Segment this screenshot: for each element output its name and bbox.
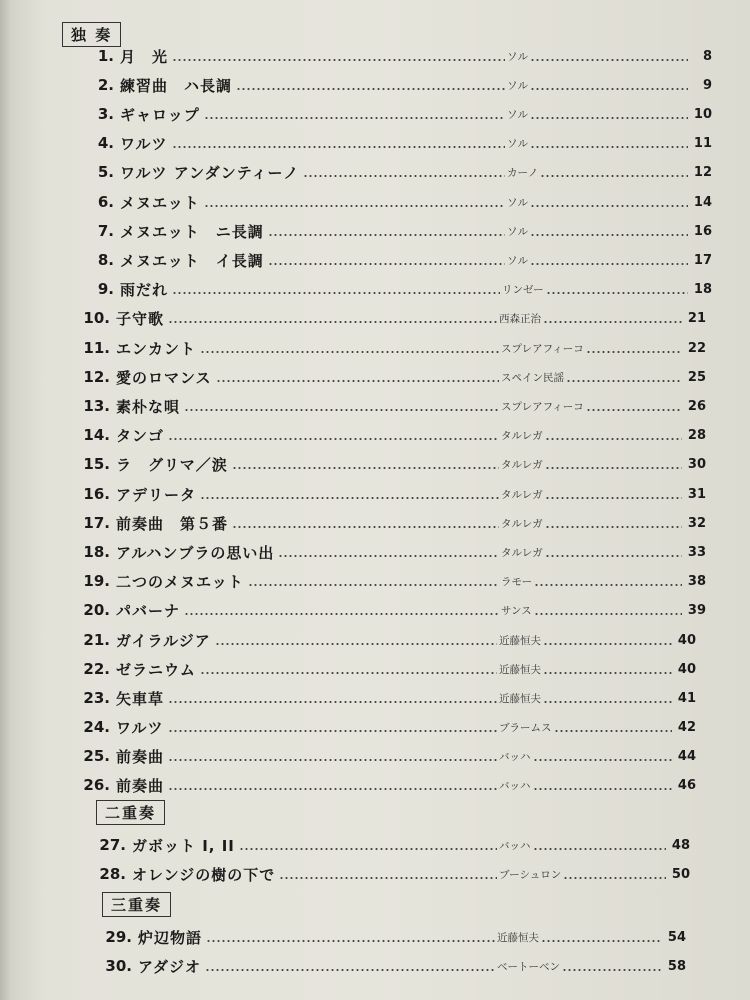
leader-dots (546, 292, 688, 294)
entry-title: 前奏曲 (116, 776, 165, 795)
entry-composer: タルレガ (501, 429, 543, 442)
entry-title: アデリータ (116, 485, 197, 504)
entry-title: オレンジの樹の下で (132, 865, 276, 884)
leader-dots (545, 555, 682, 557)
entry-title: 愛のロマンス (116, 368, 212, 387)
leader-dots (168, 438, 499, 440)
leader-dots (533, 848, 667, 850)
entry-composer: ソル (507, 137, 528, 150)
leader-dots (239, 848, 497, 850)
entry-title: ギャロップ (120, 105, 200, 124)
entry-title: 二つのメヌエット (116, 572, 244, 591)
leader-dots (268, 263, 505, 265)
entry-composer: ソル (507, 79, 528, 92)
toc-entry (70, 277, 712, 301)
leader-dots (184, 409, 499, 411)
entry-page-number: 31 (687, 486, 706, 502)
entry-page-number: 22 (687, 340, 706, 356)
entry-number: 3. (97, 105, 114, 123)
entry-number: 22. (83, 660, 110, 678)
leader-dots (545, 526, 682, 528)
entry-composer: 近藤恒夫 (497, 931, 539, 944)
entry-page-number: 11 (693, 135, 712, 151)
entry-number: 19. (83, 572, 110, 590)
entry-number: 28. (99, 865, 126, 883)
entry-page-number: 18 (693, 281, 712, 297)
leader-dots (200, 351, 499, 353)
leader-dots (566, 380, 682, 382)
entry-title: ゼラニウム (116, 660, 196, 679)
entry-page-number: 10 (693, 106, 712, 122)
leader-dots (530, 205, 688, 207)
entry-number: 10. (83, 309, 110, 327)
toc-entry (66, 394, 706, 418)
leader-dots (168, 759, 497, 761)
entry-page-number: 41 (677, 690, 696, 706)
entry-composer: ソル (507, 108, 528, 121)
entry-composer: サンス (501, 604, 532, 617)
leader-dots (534, 584, 682, 586)
entry-page-number: 42 (677, 719, 696, 735)
leader-dots (172, 146, 505, 148)
leader-dots (543, 701, 672, 703)
leader-dots (543, 672, 672, 674)
entry-number: 15. (83, 455, 110, 473)
entry-composer: 近藤恒夫 (499, 692, 541, 705)
leader-dots (530, 263, 688, 265)
entry-number: 8. (97, 251, 114, 269)
entry-number: 2. (97, 76, 114, 94)
entry-title: 矢車草 (116, 689, 165, 708)
entry-title: 前奏曲 (116, 747, 165, 766)
entry-title: 子守歌 (116, 309, 165, 328)
leader-dots (541, 940, 662, 942)
leader-dots (303, 175, 505, 177)
leader-dots (168, 788, 497, 790)
entry-number: 16. (83, 485, 110, 503)
leader-dots (204, 205, 505, 207)
leader-dots (168, 701, 497, 703)
entry-composer: ソル (507, 50, 528, 63)
toc-entry (66, 540, 706, 564)
toc-entry (66, 598, 706, 622)
entry-title: ラ グリマ／涙 (116, 455, 228, 474)
section-duet-heading: 二重奏 (96, 800, 165, 825)
leader-dots (545, 497, 682, 499)
entry-composer: ベートーベン (497, 960, 560, 973)
toc-entry (82, 833, 690, 857)
entry-title: アダジオ (138, 957, 201, 976)
entry-composer: ブーシュロン (499, 868, 562, 881)
toc-entry (66, 365, 706, 389)
entry-number: 27. (99, 836, 126, 854)
leader-dots (205, 969, 495, 971)
toc-entry (70, 190, 712, 214)
entry-number: 5. (97, 163, 114, 181)
toc-entry (66, 511, 706, 535)
toc-entry (66, 628, 696, 652)
entry-title: 前奏曲 第５番 (116, 514, 229, 533)
entry-composer: リンゼー (502, 283, 544, 296)
leader-dots (530, 146, 688, 148)
toc-entry (66, 657, 696, 681)
entry-composer: ブラームス (499, 721, 552, 734)
entry-title: ワルツ アンダンティーノ (120, 163, 300, 182)
toc-entry (88, 925, 686, 949)
entry-page-number: 44 (677, 748, 696, 764)
toc-entry (82, 862, 690, 886)
toc-entry (70, 102, 712, 126)
entry-number: 26. (83, 776, 110, 794)
entry-page-number: 16 (693, 223, 712, 239)
entry-title: メヌエット (120, 193, 200, 212)
entry-composer: スペイン民謡 (501, 371, 564, 384)
entry-composer: ソル (507, 225, 528, 238)
entry-page-number: 26 (687, 398, 706, 414)
leader-dots (554, 730, 673, 732)
entry-composer: スプレアフィーコ (501, 342, 584, 355)
entry-composer: バッハ (499, 750, 531, 763)
entry-number: 20. (83, 601, 110, 619)
toc-entry (66, 306, 706, 330)
entry-page-number: 50 (671, 866, 690, 882)
entry-number: 18. (83, 543, 110, 561)
leader-dots (530, 59, 688, 61)
entry-number: 4. (97, 134, 114, 152)
leader-dots (586, 409, 682, 411)
leader-dots (204, 117, 505, 119)
entry-composer: 近藤恒夫 (499, 663, 541, 676)
entry-page-number: 25 (687, 369, 706, 385)
entry-page-number: 14 (693, 194, 712, 210)
entry-composer: バッハ (499, 839, 531, 852)
entry-title: メヌエット ニ長調 (120, 222, 264, 241)
toc-entry (66, 686, 696, 710)
leader-dots (530, 88, 688, 90)
entry-number: 21. (83, 631, 110, 649)
leader-dots (543, 643, 672, 645)
entry-number: 6. (97, 193, 114, 211)
entry-page-number: 28 (687, 427, 706, 443)
toc-entry (66, 423, 706, 447)
toc-entry (70, 44, 712, 68)
entry-page-number: 40 (677, 661, 696, 677)
entry-page-number: 30 (687, 456, 706, 472)
leader-dots (543, 321, 682, 323)
leader-dots (563, 877, 666, 879)
entry-composer: カーノ (507, 166, 539, 179)
toc-entry (66, 569, 706, 593)
leader-dots (215, 643, 497, 645)
section-solo-heading: 独 奏 (62, 22, 121, 47)
entry-page-number: 12 (693, 164, 712, 180)
entry-number: 24. (83, 718, 110, 736)
leader-dots (216, 380, 499, 382)
entry-composer: タルレガ (501, 488, 543, 501)
entry-title: 炉辺物語 (138, 928, 203, 947)
entry-title: 練習曲 ハ長調 (120, 76, 233, 95)
toc-entry (70, 219, 712, 243)
leader-dots (533, 759, 673, 761)
toc-entry (70, 131, 712, 155)
entry-page-number: 32 (687, 515, 706, 531)
entry-page-number: 46 (677, 777, 696, 793)
leader-dots (586, 351, 682, 353)
entry-number: 7. (97, 222, 114, 240)
entry-number: 29. (105, 928, 132, 946)
toc-entry (66, 336, 706, 360)
entry-title: ガイラルジア (116, 631, 211, 650)
entry-page-number: 8 (702, 48, 712, 64)
entry-number: 12. (83, 368, 110, 386)
leader-dots (206, 940, 495, 942)
entry-page-number: 21 (687, 310, 706, 326)
entry-page-number: 38 (687, 573, 706, 589)
entry-title: 月 光 (120, 47, 169, 66)
entry-composer: タルレガ (501, 517, 543, 530)
entry-number: 13. (83, 397, 110, 415)
entry-composer: バッハ (499, 779, 531, 792)
toc-entry (66, 715, 696, 739)
toc-entry (70, 248, 712, 272)
toc-entry (88, 954, 686, 978)
entry-composer: ソル (507, 196, 528, 209)
leader-dots (540, 175, 688, 177)
leader-dots (232, 526, 499, 528)
entry-number: 14. (83, 426, 110, 444)
leader-dots (562, 969, 662, 971)
entry-composer: タルレガ (501, 546, 543, 559)
leader-dots (533, 788, 673, 790)
entry-composer: ラモー (501, 575, 533, 588)
entry-page-number: 17 (693, 252, 712, 268)
leader-dots (545, 467, 682, 469)
leader-dots (268, 234, 505, 236)
entry-page-number: 9 (702, 77, 712, 93)
entry-number: 9. (97, 280, 114, 298)
toc-entry (70, 160, 712, 184)
leader-dots (232, 467, 499, 469)
leader-dots (534, 613, 682, 615)
leader-dots (172, 292, 500, 294)
entry-composer: タルレガ (501, 458, 543, 471)
leader-dots (168, 730, 497, 732)
leader-dots (168, 321, 497, 323)
entry-number: 17. (83, 514, 110, 532)
entry-title: ワルツ (116, 718, 164, 737)
entry-title: メヌエット イ長調 (120, 251, 264, 270)
section-trio-heading: 三重奏 (102, 892, 171, 917)
entry-title: アルハンブラの思い出 (116, 543, 275, 562)
leader-dots (278, 555, 499, 557)
leader-dots (248, 584, 499, 586)
toc-entry (66, 482, 706, 506)
entry-composer: スプレアフィーコ (501, 400, 584, 413)
entry-number: 11. (83, 339, 110, 357)
leader-dots (200, 672, 497, 674)
entry-title: タンゴ (116, 426, 165, 445)
leader-dots (200, 497, 499, 499)
entry-composer: 近藤恒夫 (499, 634, 541, 647)
entry-title: ガボット I, II (132, 836, 235, 855)
entry-page-number: 33 (687, 544, 706, 560)
entry-number: 23. (83, 689, 110, 707)
leader-dots (545, 438, 682, 440)
entry-page-number: 39 (687, 602, 706, 618)
entry-number: 30. (105, 957, 132, 975)
leader-dots (530, 234, 688, 236)
toc-entry (66, 744, 696, 768)
leader-dots (236, 88, 505, 90)
entry-composer: 西森正治 (499, 312, 541, 325)
entry-title: ワルツ (120, 134, 168, 153)
entry-number: 25. (83, 747, 110, 765)
entry-page-number: 40 (677, 632, 696, 648)
entry-page-number: 58 (667, 958, 686, 974)
leader-dots (172, 59, 505, 61)
entry-page-number: 54 (667, 929, 686, 945)
leader-dots (184, 613, 499, 615)
entry-title: エンカント (116, 339, 197, 358)
leader-dots (530, 117, 688, 119)
toc-entry (66, 773, 696, 797)
toc-entry (70, 73, 712, 97)
entry-composer: ソル (507, 254, 528, 267)
entry-title: パバーナ (116, 601, 181, 620)
entry-number: 1. (97, 47, 114, 65)
entry-page-number: 48 (671, 837, 690, 853)
leader-dots (279, 877, 497, 879)
entry-title: 雨だれ (120, 280, 169, 299)
entry-title: 素朴な唄 (116, 397, 181, 416)
toc-entry (66, 452, 706, 476)
